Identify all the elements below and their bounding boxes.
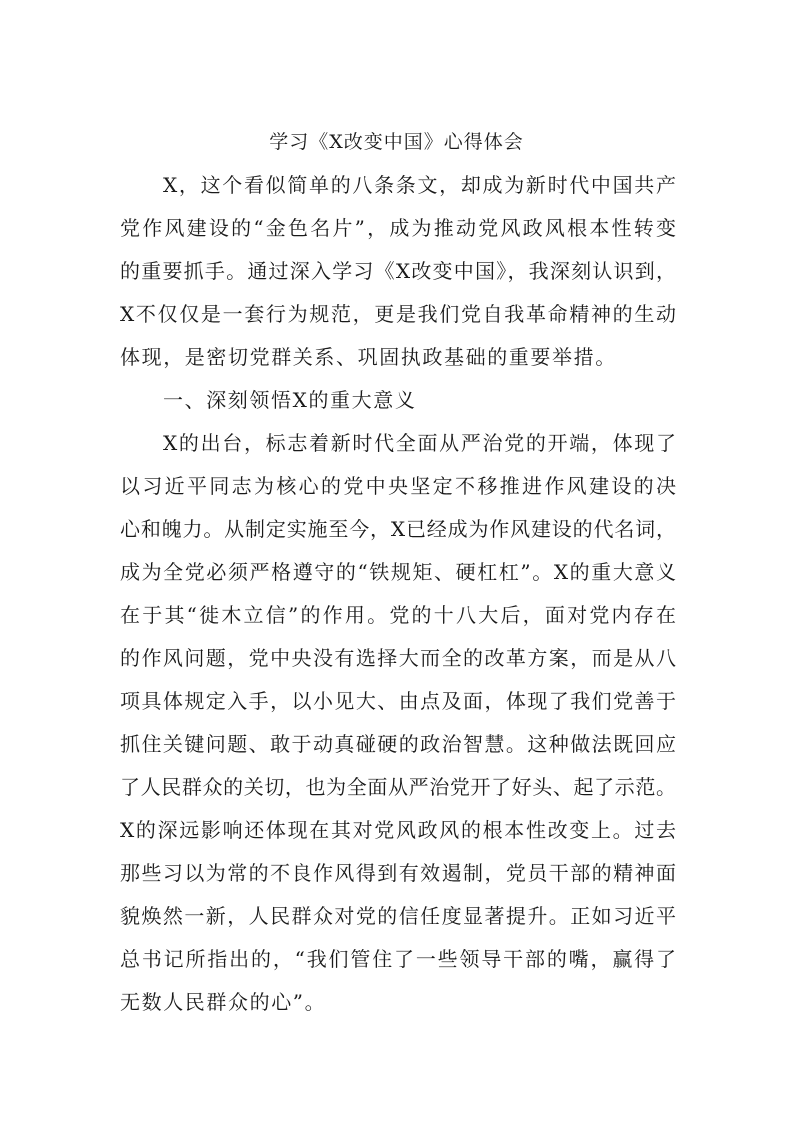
paragraph-2-line-8: 抓住关键问题、敢于动真碰硬的政治智慧。这种做法既回应 (120, 732, 676, 756)
paragraph-2-line-6: 的作风问题，党中央没有选择大而全的改革方案，而是从八 (120, 646, 676, 670)
paragraph-1-line-4: X不仅仅是一套行为规范，更是我们党自我革命精神的生动 (120, 302, 676, 326)
paragraph-2-line-9: 了人民群众的关切，也为全面从严治党开了好头、起了示范。 (120, 775, 676, 799)
paragraph-2-line-7: 项具体规定入手，以小见大、由点及面，体现了我们党善于 (120, 689, 676, 713)
paragraph-2-line-2: 以习近平同志为核心的党中央坚定不移推进作风建设的决 (120, 474, 676, 498)
paragraph-1-line-1: X，这个看似简单的八条条文，却成为新时代中国共产 (163, 173, 676, 197)
paragraph-2-line-3: 心和魄力。从制定实施至今，X已经成为作风建设的代名词， (120, 517, 676, 541)
section-heading-1: 一、深刻领悟X的重大意义 (163, 388, 417, 412)
paragraph-2-line-14: 无数人民群众的心”。 (120, 990, 327, 1014)
paragraph-2-line-13: 总书记所指出的，“我们管住了一些领导干部的嘴，赢得了 (120, 947, 676, 971)
paragraph-2-line-12: 貌焕然一新，人民群众对党的信任度显著提升。正如习近平 (120, 904, 676, 928)
paragraph-2-line-1: X的出台，标志着新时代全面从严治党的开端，体现了 (163, 431, 676, 455)
paragraph-1-line-5: 体现，是密切党群关系、巩固执政基础的重要举措。 (120, 345, 617, 369)
document-title: 学习《X改变中国》心得体会 (269, 131, 524, 153)
paragraph-2-line-4: 成为全党必须严格遵守的“铁规矩、硬杠杠”。X的重大意义 (120, 560, 676, 584)
paragraph-2-line-5: 在于其“徙木立信”的作用。党的十八大后，面对党内存在 (120, 603, 676, 627)
paragraph-2-line-11: 那些习以为常的不良作风得到有效遏制，党员干部的精神面 (120, 861, 676, 885)
paragraph-1-line-3: 的重要抓手。通过深入学习《X改变中国》，我深刻认识到， (120, 259, 676, 283)
paragraph-2-line-10: X的深远影响还体现在其对党风政风的根本性改变上。过去 (120, 818, 676, 842)
paragraph-1-line-2: 党作风建设的“金色名片”，成为推动党风政风根本性转变 (120, 216, 676, 240)
